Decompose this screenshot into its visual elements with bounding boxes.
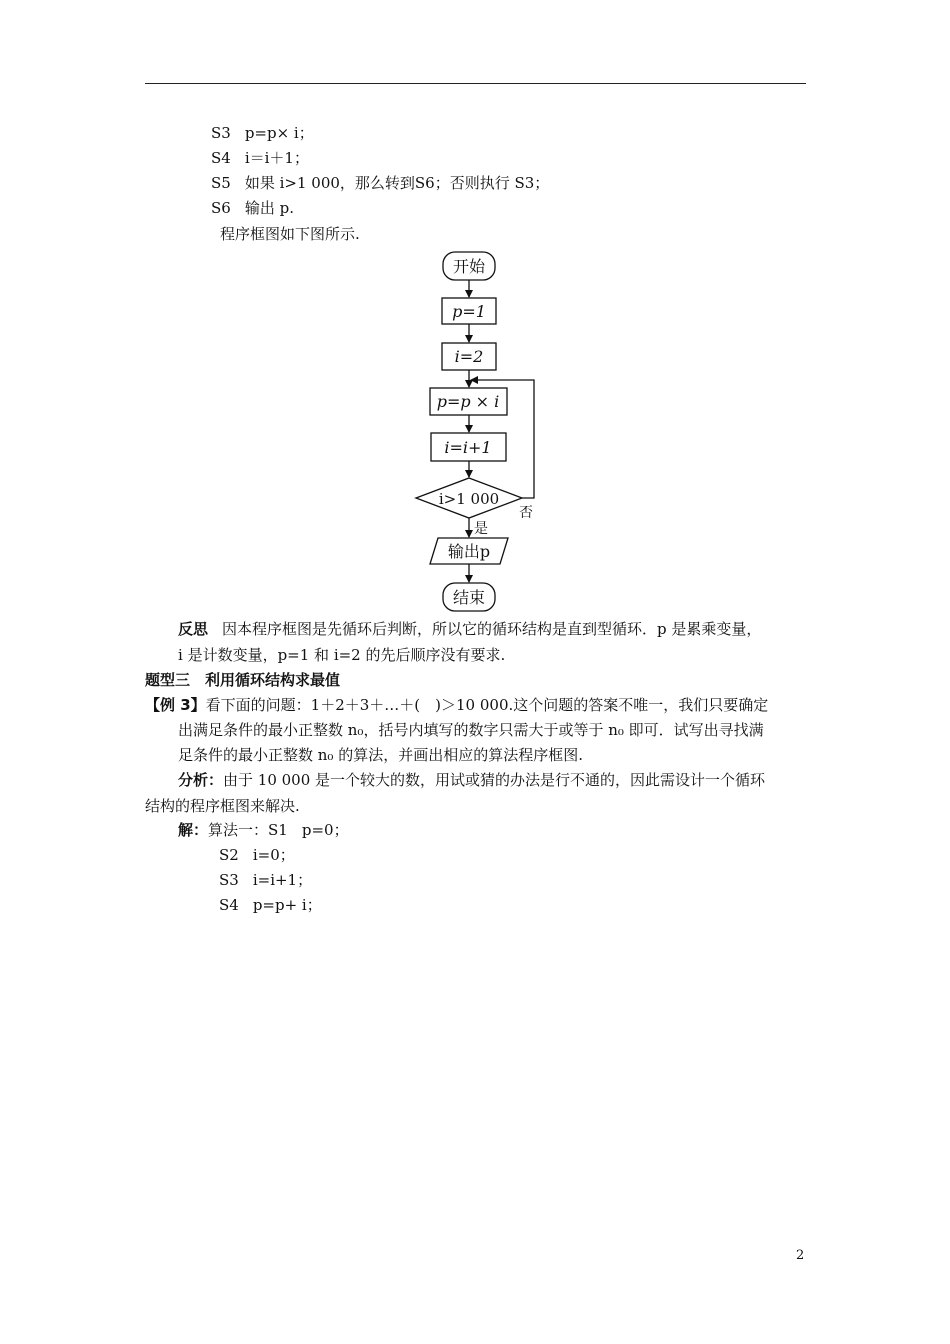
- solution-step-s4: [219, 895, 322, 915]
- analysis-line-1: [178, 770, 765, 790]
- solution-step-label: S1: [268, 821, 288, 839]
- start-label: 开始: [452, 257, 486, 276]
- solution-step-label: S2: [219, 846, 239, 864]
- loop-body-label: p=p × i: [436, 392, 500, 411]
- step-text: p=p× i；: [244, 124, 314, 142]
- reflection-line-2: i 是计数变量，p=1 和 i=2 的先后顺序没有要求.: [178, 646, 506, 664]
- solution-step-label: S3: [219, 871, 239, 889]
- step-text: i＝i＋1；: [244, 149, 309, 167]
- step-label: S5: [211, 174, 231, 192]
- step-text: 如果 i>1 000，那么转到S6；否则执行 S3；: [244, 174, 550, 192]
- example-line-2: 出满足条件的最小正整数 n₀，括号内填写的数字只需大于或等于 n₀ 即可．试写出寻找满: [178, 721, 764, 739]
- solution-label: 解：: [178, 821, 209, 839]
- step-label: S6: [211, 199, 231, 217]
- page-number: 2: [796, 1248, 805, 1263]
- example-line-1: [145, 695, 768, 715]
- no-label: 否: [519, 505, 533, 521]
- step-text: 输出 p.: [244, 199, 294, 217]
- condition-label: i>1 000: [438, 490, 500, 508]
- example-text-1: 看下面的问题：1＋2＋3＋…＋( )＞10 000.这个问题的答案不唯一，我们只要确定: [205, 696, 769, 714]
- increment-label: i=i+1: [444, 438, 492, 457]
- analysis-label: 分析：: [178, 771, 224, 789]
- section-title: 题型三 利用循环结构求最值: [145, 671, 341, 689]
- flowchart: [0, 0, 950, 620]
- p-init-label: p=1: [452, 302, 486, 321]
- solution-step-text: i=0；: [252, 846, 295, 864]
- solution-step-s3: [219, 870, 312, 890]
- yes-label: 是: [474, 521, 488, 537]
- reflection-line-1: [178, 619, 761, 639]
- solution-line-1: [178, 820, 349, 840]
- output-label: 输出p: [447, 542, 491, 561]
- analysis-line-2: 结构的程序框图来解决.: [145, 797, 300, 815]
- flowchart-intro: 程序框图如下图所示.: [220, 225, 360, 243]
- solution-step-label: S4: [219, 896, 239, 914]
- reflection-text-1: 因本程序框图是先循环后判断，所以它的循环结构是直到型循环．p 是累乘变量，: [222, 620, 762, 638]
- step-label: S3: [211, 124, 231, 142]
- solution-step-s2: [219, 845, 295, 865]
- reflection-label: 反思: [178, 620, 209, 638]
- step-label: S4: [211, 149, 231, 167]
- solution-step-text: p=0；: [301, 821, 349, 839]
- solution-intro: 算法一：: [208, 821, 269, 839]
- example-label: 【例 3】: [145, 696, 206, 714]
- example-line-3: 足条件的最小正整数 n₀ 的算法，并画出相应的算法程序框图.: [178, 746, 583, 764]
- i-init-label: i=2: [454, 347, 484, 366]
- end-label: 结束: [452, 588, 486, 607]
- solution-step-text: i=i+1；: [252, 871, 313, 889]
- solution-step-text: p=p+ i；: [252, 896, 322, 914]
- analysis-text-1: 由于 10 000 是一个较大的数，用试或猜的办法是行不通的，因此需设计一个循环: [223, 771, 766, 789]
